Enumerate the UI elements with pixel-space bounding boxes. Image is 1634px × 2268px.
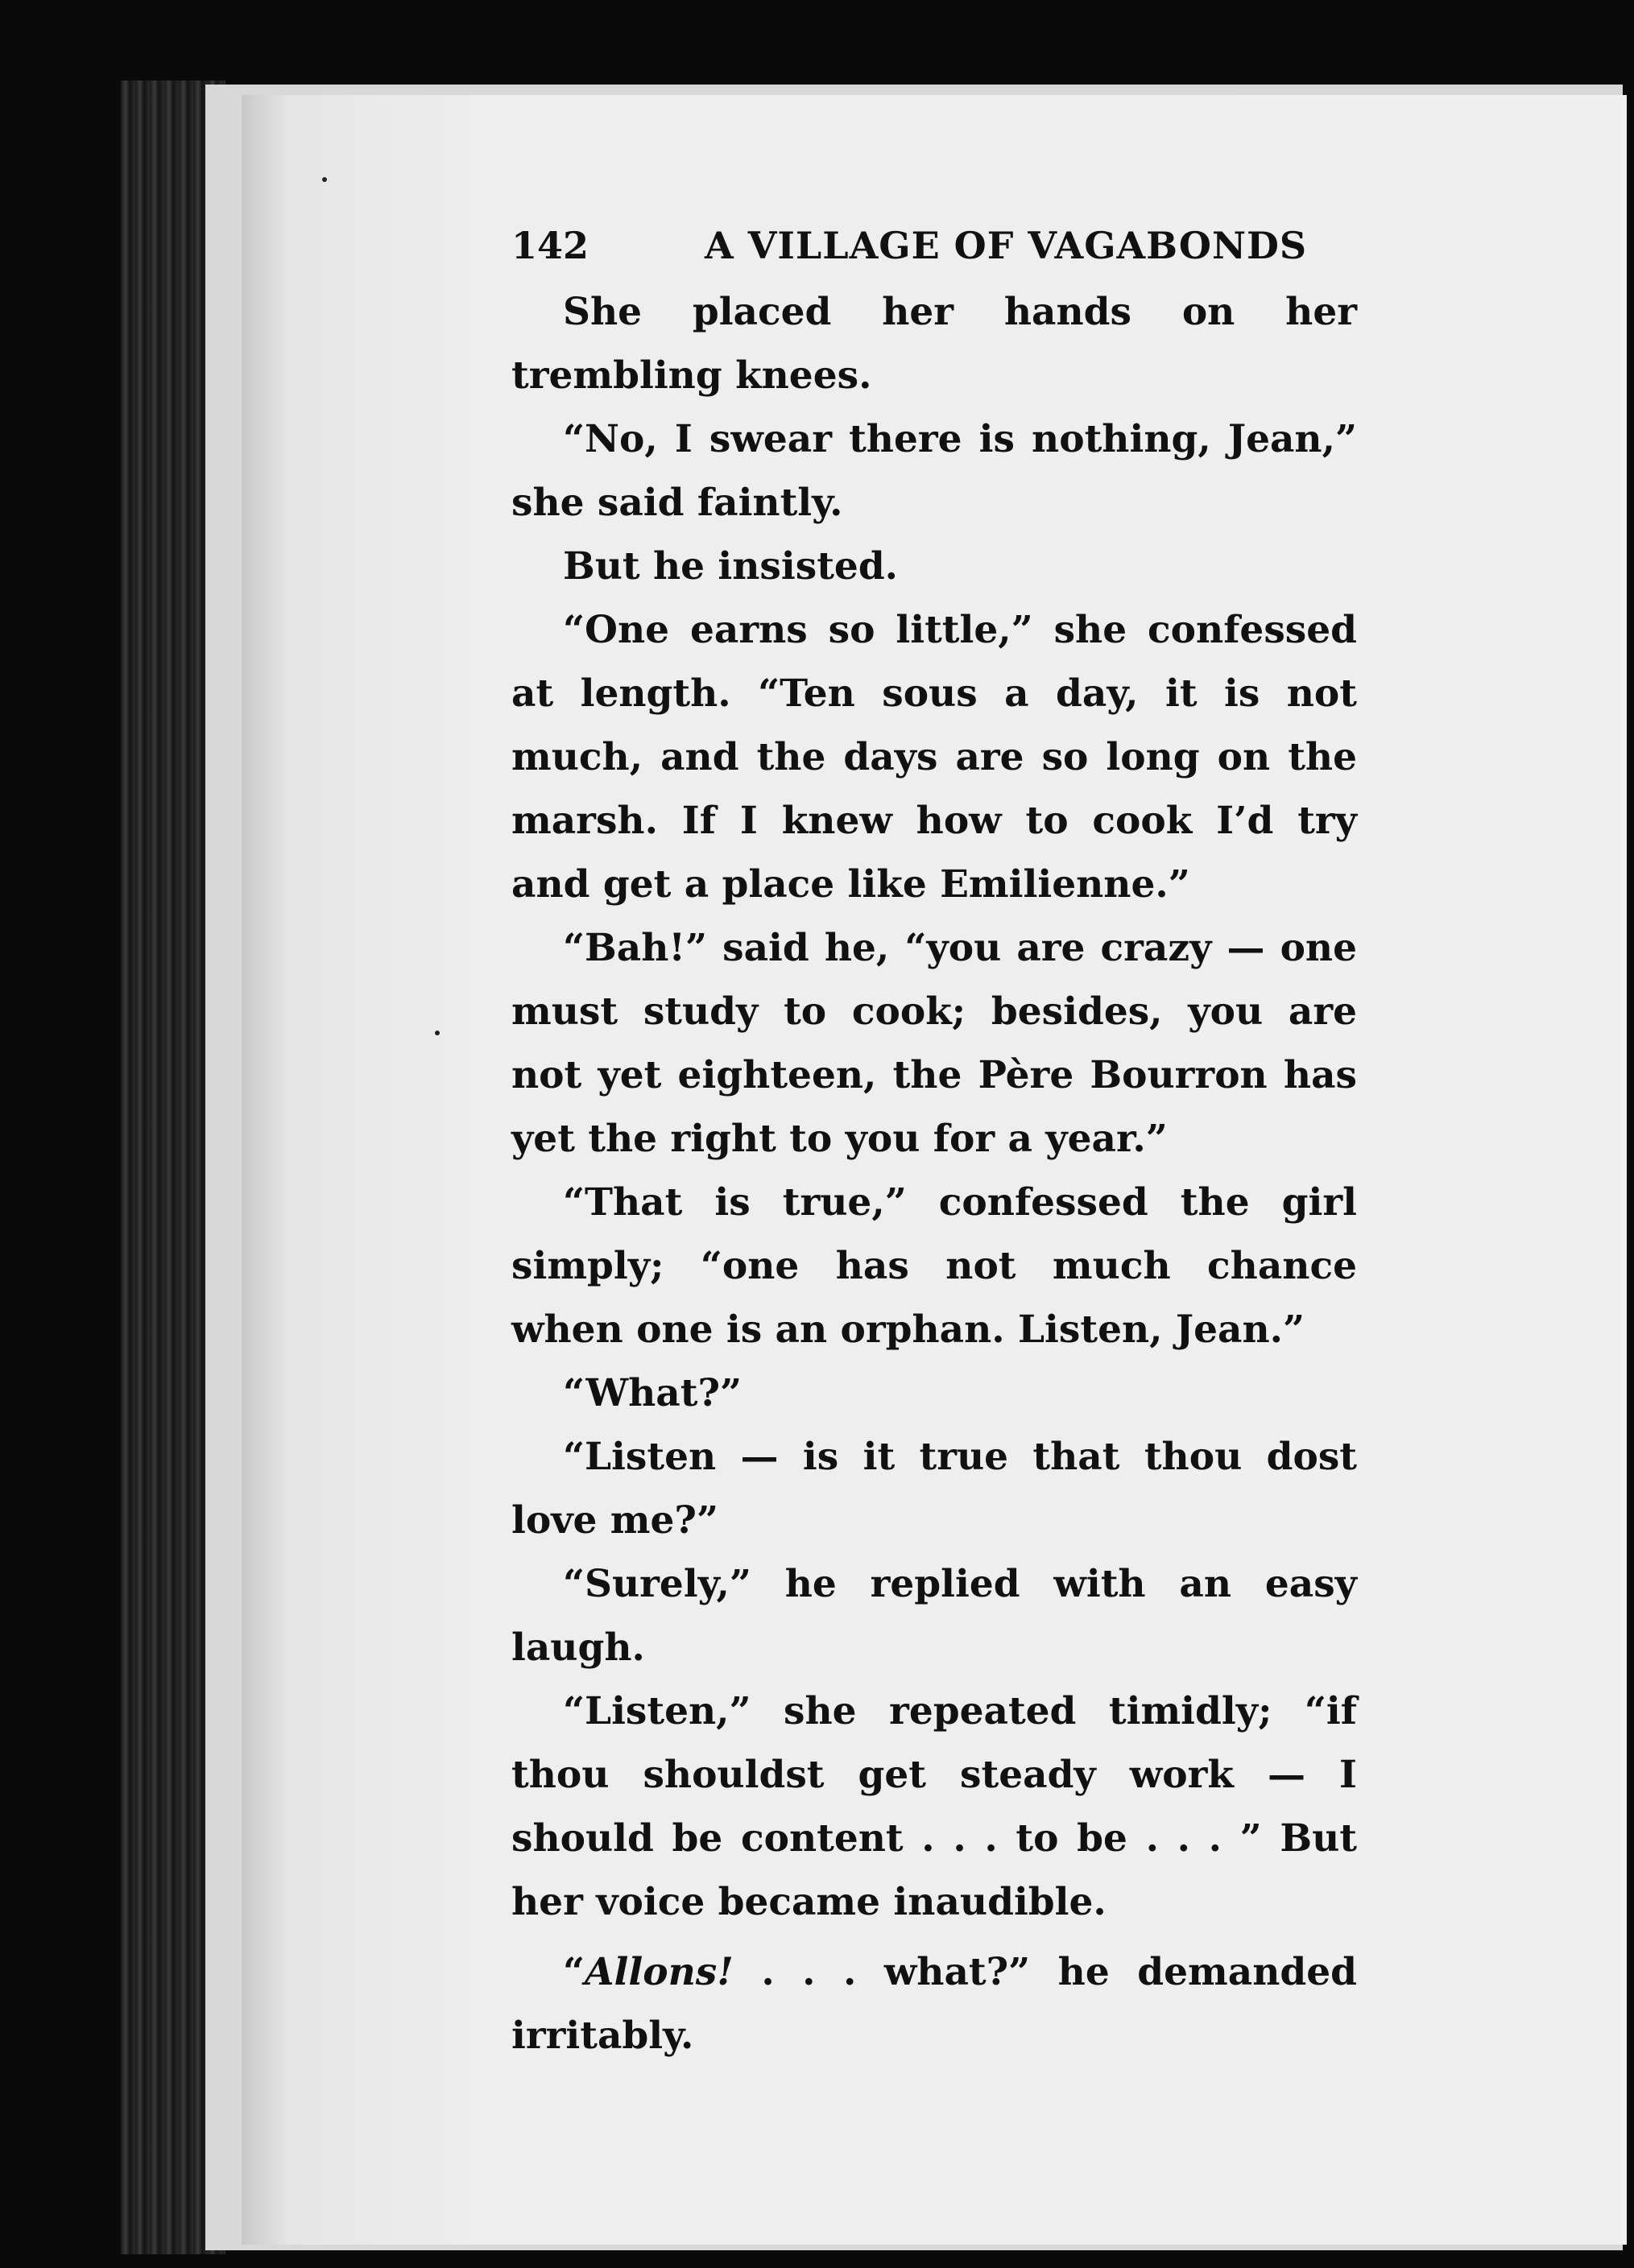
paragraph: “Listen — is it true that thou dost love me?”	[511, 1435, 1357, 1543]
italic-word: Allons!	[585, 1950, 734, 1994]
paragraph: “That is true,” confessed the girl simply; “one has not much chance when one is an orphan. Listen, Jean.”	[511, 1180, 1357, 1352]
paragraph: “Surely,” he replied with an easy laugh.	[511, 1562, 1357, 1670]
paragraph: “One earns so little,” she confessed at length. “Ten sous a day, it is not much, and the days are so long on the marsh. If I knew how to cook I’d try and get a place like Emilienne.”	[511, 608, 1357, 907]
paragraph-last	[511, 1940, 1357, 2068]
open-quote: “	[563, 1950, 585, 1994]
paragraph: “No, I swear there is nothing, Jean,” she said faintly.	[511, 417, 1357, 525]
scan-speck	[435, 1031, 440, 1035]
paragraph: “Listen,” she repeated timidly; “if thou shouldst get steady work — I should be content . . . to be . . . ” But her voice became inaudible.	[511, 1689, 1357, 1924]
paragraph: She placed her hands on her trembling knees.	[511, 290, 1357, 398]
page-number: 142	[511, 224, 589, 267]
scan-speck	[322, 177, 327, 182]
paragraph: But he insisted.	[563, 544, 899, 589]
paragraph: “What?”	[563, 1371, 743, 1415]
book-page	[242, 95, 1627, 2245]
paragraph: “Bah!” said he, “you are crazy — one must study to cook; besides, you are not yet eighteen, the Père Bourron has yet the right to you for a year.”	[511, 926, 1357, 1161]
body-text	[511, 280, 1357, 2068]
running-title: A VILLAGE OF VAGABONDS	[705, 224, 1308, 267]
paragraph-rest: . . . what?” he demanded irritably.	[511, 1950, 1357, 2058]
running-head	[511, 224, 1317, 280]
